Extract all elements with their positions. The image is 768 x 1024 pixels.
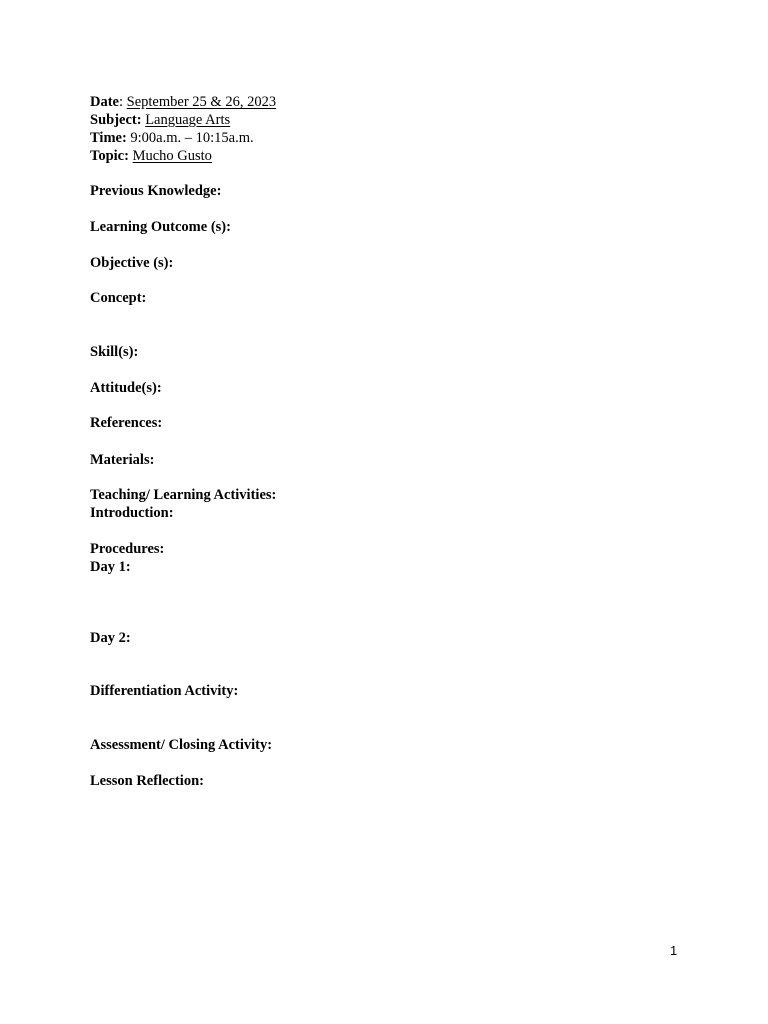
date-value: September 25 & 26, 2023	[126, 94, 277, 110]
procedures-heading: Procedures:	[90, 541, 165, 557]
subject-value: Language Arts	[145, 112, 231, 128]
concept-heading: Concept:	[90, 290, 147, 306]
teaching-activities-heading: Teaching/ Learning Activities:	[90, 487, 277, 503]
attitudes-heading: Attitude(s):	[90, 380, 162, 396]
introduction-heading: Introduction:	[90, 505, 174, 521]
topic-line	[90, 147, 212, 165]
date-label: Date	[90, 94, 119, 110]
topic-value: Mucho Gusto	[132, 148, 212, 164]
objectives-heading: Objective (s):	[90, 255, 174, 271]
date-line	[90, 93, 276, 111]
differentiation-heading: Differentiation Activity:	[90, 683, 239, 699]
topic-label: Topic:	[90, 148, 129, 164]
date-separator: :	[119, 94, 127, 110]
time-label: Time:	[90, 130, 127, 146]
lesson-reflection-heading: Lesson Reflection:	[90, 773, 204, 789]
learning-outcomes-heading: Learning Outcome (s):	[90, 219, 231, 235]
day2-heading: Day 2:	[90, 630, 131, 646]
time-line	[90, 129, 254, 147]
day1-heading: Day 1:	[90, 559, 131, 575]
subject-line	[90, 111, 230, 129]
previous-knowledge-heading: Previous Knowledge:	[90, 183, 222, 199]
assessment-heading: Assessment/ Closing Activity:	[90, 737, 273, 753]
subject-label: Subject:	[90, 112, 142, 128]
skills-heading: Skill(s):	[90, 344, 139, 360]
materials-heading: Materials:	[90, 452, 155, 468]
time-value: 9:00a.m. – 10:15a.m.	[130, 130, 254, 146]
references-heading: References:	[90, 415, 163, 431]
page-number: 1	[670, 943, 678, 958]
